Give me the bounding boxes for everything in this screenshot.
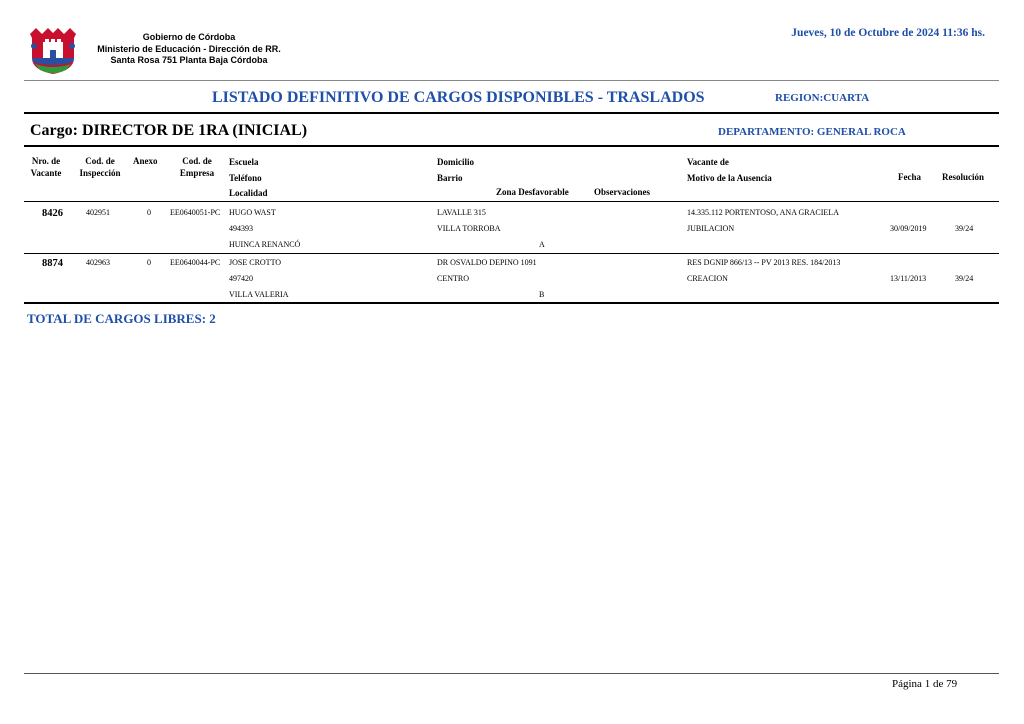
col-header-nro: Nro. de Vacante <box>30 156 62 178</box>
col-header-zona: Zona Desfavorable <box>496 187 569 197</box>
row-resolucion: 39/24 <box>955 224 974 233</box>
col-header-empresa: Cod. de Empresa <box>179 156 215 178</box>
total-cargos-libres: TOTAL DE CARGOS LIBRES: 2 <box>27 311 216 326</box>
row-vacante-de: RES DGNIP 866/13 -- PV 2013 RES. 184/2013 <box>687 258 841 267</box>
region-label: REGION:CUARTA <box>775 92 870 104</box>
row-escuela: JOSE CROTTO <box>229 258 282 267</box>
header-divider <box>24 80 999 81</box>
page-number: Página 1 de 79 <box>892 678 958 690</box>
row-empresa: EE0640044-PC <box>170 258 221 267</box>
row-motivo: CREACION <box>687 274 728 283</box>
row-telefono: 497420 <box>229 274 253 283</box>
row-vacante-de: 14.335.112 PORTENTOSO, ANA GRACIELA <box>687 208 839 217</box>
row-barrio: VILLA TORROBA <box>437 224 501 233</box>
table-header-divider <box>24 201 999 202</box>
row-fecha: 13/11/2013 <box>890 274 927 283</box>
col-header-vacante: Vacante de Motivo de la Ausencia <box>687 157 772 183</box>
row-zona: A <box>539 240 545 249</box>
report-date: Jueves, 10 de Octubre de 2024 11:36 hs. <box>791 27 985 39</box>
cordoba-coat-of-arms-logo <box>26 24 80 78</box>
gov-line-1: Gobierno de Córdoba <box>142 32 236 42</box>
gov-line-3: Santa Rosa 751 Planta Baja Córdoba <box>110 55 268 65</box>
row-resolucion: 39/24 <box>955 274 974 283</box>
footer-divider <box>24 673 999 674</box>
row-inspeccion: 402963 <box>86 258 110 267</box>
col-header-domicilio: Domicilio Barrio <box>437 157 474 183</box>
row-domicilio: DR OSVALDO DEPINO 1091 <box>437 258 537 267</box>
cargo-title: Cargo: DIRECTOR DE 1RA (INICIAL) <box>30 122 308 139</box>
col-header-observaciones: Observaciones <box>594 187 650 197</box>
col-header-fecha: Fecha <box>898 172 921 182</box>
row-fecha: 30/09/2019 <box>890 224 927 233</box>
row-divider <box>24 253 999 254</box>
col-header-escuela: Escuela Teléfono Localidad <box>229 157 268 198</box>
row-barrio: CENTRO <box>437 274 469 283</box>
gov-line-2: Ministerio de Educación - Dirección de RR. <box>97 43 281 54</box>
col-header-inspeccion: Cod. de Inspección <box>79 156 121 178</box>
row-nro: 8426 <box>42 208 63 219</box>
departamento-label: DEPARTAMENTO: GENERAL ROCA <box>718 126 906 138</box>
row-domicilio: LAVALLE 315 <box>437 208 486 217</box>
row-anexo: 0 <box>147 208 151 217</box>
row-telefono: 494393 <box>229 224 253 233</box>
row-anexo: 0 <box>147 258 151 267</box>
row-motivo: JUBILACION <box>687 224 735 233</box>
row-inspeccion: 402951 <box>86 208 110 217</box>
row-empresa: EE0640051-PC <box>170 208 221 217</box>
row-zona: B <box>539 290 545 299</box>
government-header <box>84 32 294 67</box>
cargo-divider <box>24 145 999 147</box>
row-localidad: HUINCA RENANCÓ <box>229 240 301 249</box>
row-localidad: VILLA VALERIA <box>229 290 289 299</box>
row-nro: 8874 <box>42 258 63 269</box>
title-divider <box>24 112 999 114</box>
col-header-resolucion: Resolución <box>942 172 985 182</box>
table-bottom-divider <box>24 302 999 304</box>
report-title: LISTADO DEFINITIVO DE CARGOS DISPONIBLES - TRASLADOS <box>212 89 705 106</box>
col-header-anexo: Anexo <box>133 156 158 166</box>
row-escuela: HUGO WAST <box>229 208 276 217</box>
